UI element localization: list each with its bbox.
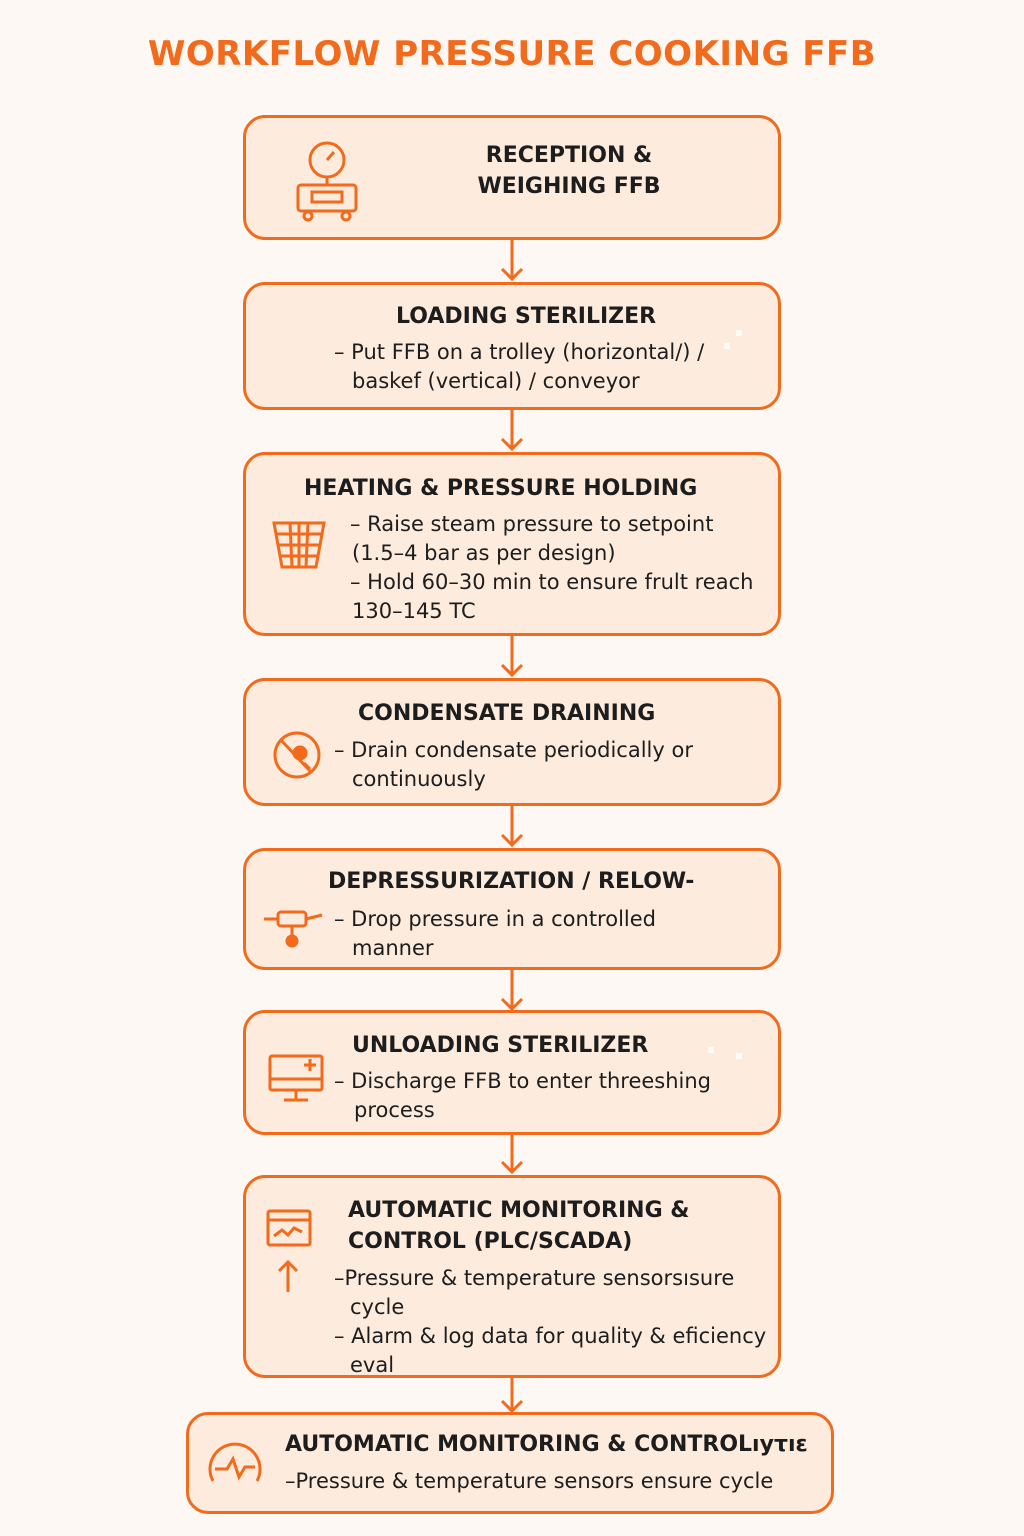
sparkle (736, 330, 742, 336)
step-description: –Pressure & temperature sensors ensure cycle (285, 1469, 774, 1493)
sparkle (708, 1047, 714, 1053)
flow-arrow (497, 970, 527, 1012)
chart-window-icon (266, 1208, 312, 1248)
arrow-up-icon (276, 1258, 300, 1294)
step-heating (243, 452, 781, 636)
step-unloading (243, 1010, 781, 1135)
step-title: AUTOMATIC MONITORING & CONTROLıyτıε (285, 1432, 808, 1457)
flow-arrow (497, 806, 527, 848)
step-depressurization (243, 848, 781, 970)
step-title: HEATING & PRESSURE HOLDING (304, 476, 698, 501)
scale-icon (294, 140, 360, 224)
step-monitoring-plc (243, 1175, 781, 1378)
step-reception (243, 115, 781, 240)
sparkle (724, 343, 730, 349)
sparkle (736, 1053, 742, 1059)
gauge-icon (205, 1437, 265, 1495)
step-title: RECEPTION & WEIGHING FFB (477, 143, 661, 199)
step-title: CONDENSATE DRAINING (358, 701, 656, 726)
flow-arrow (497, 410, 527, 452)
diagram-title: WORKFLOW PRESSURE COOKING FFB (147, 34, 877, 74)
step-title: LOADING STERILIZER (396, 304, 657, 329)
step-description: – Put FFB on a trolley (horizontal/) / baskef (vertical) / conveyor (334, 340, 705, 393)
step-description: – Drop pressure in a controlled manner (334, 907, 656, 960)
flow-arrow (497, 1135, 527, 1175)
release-valve-icon (262, 907, 324, 949)
monitor-icon (266, 1053, 326, 1107)
step-description: – Discharge FFB to enter threeshing process (334, 1069, 712, 1122)
drain-valve-icon (270, 729, 324, 781)
step-condensate (243, 678, 781, 806)
step-description: –Pressure & temperature sensorsısure cycle – Alarm & log data for quality & eficiency eval (334, 1266, 767, 1377)
step-title: AUTOMATIC MONITORING & CONTROL (PLC/SCADA) (348, 1198, 690, 1254)
step-title: DEPRESSURIZATION / RELOW- (328, 869, 695, 894)
step-loading (243, 282, 781, 410)
flow-arrow (497, 1378, 527, 1414)
step-description: – Raise steam pressure to setpoint (1.5–4 bar as per design) – Hold 60–30 min to ensure frult reach 130–145 TC (350, 512, 754, 623)
step-description: – Drain condensate periodically or continuously (334, 738, 693, 791)
step-title: UNLOADING STERILIZER (352, 1033, 649, 1058)
basket-icon (272, 519, 326, 571)
flow-arrow (497, 240, 527, 282)
step-monitoring-final (186, 1412, 834, 1514)
flow-arrow (497, 636, 527, 678)
